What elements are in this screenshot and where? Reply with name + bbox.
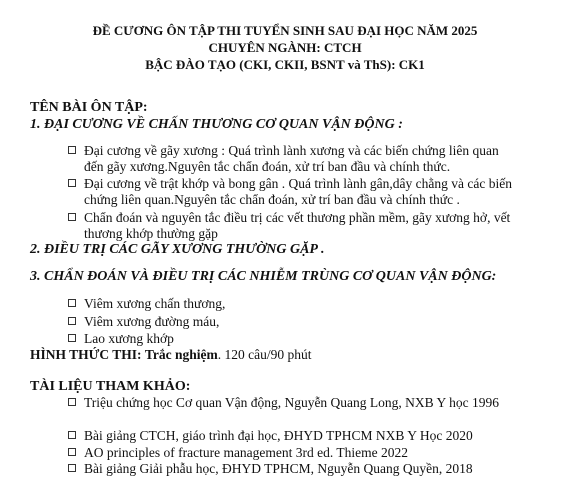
checkbox-icon: [68, 299, 76, 307]
list-item: AO principles of fracture management 3rd ed. Thieme 2022: [68, 445, 524, 461]
list-item: Lao xương khớp: [68, 331, 516, 347]
checkbox-icon: [68, 398, 76, 406]
list-item: Đại cương về gãy xương : Quá trình lành xương và các biến chứng liên quan đến gãy xương.Nguyên tắc chẩn đoán, xử trí ban đầu và chính thức.: [68, 143, 516, 175]
checkbox-icon: [68, 213, 76, 221]
exam-format-type: Trắc nghiệm: [144, 347, 218, 362]
exam-format-line: [30, 347, 312, 363]
checkbox-icon: [68, 431, 76, 439]
list-item: Viêm xương đường máu,: [68, 314, 516, 330]
checkbox-icon: [68, 317, 76, 325]
document-title: ĐỀ CƯƠNG ÔN TẬP THI TUYỂN SINH SAU ĐẠI HỌC NĂM 2025: [92, 23, 478, 38]
section-2-title: 2. ĐIỀU TRỊ CÁC GÃY XƯƠNG THƯỜNG GẶP .: [30, 242, 325, 257]
list-item: Bài giảng CTCH, giáo trình đại học, ĐHYD TPHCM NXB Y Học 2020: [68, 428, 524, 444]
topics-label: TÊN BÀI ÔN TẬP:: [30, 100, 148, 115]
training-level-line: BẬC ĐÀO TẠO (CKI, CKII, BSNT và ThS): CK1: [145, 57, 425, 72]
exam-format-label: HÌNH THỨC THI:: [30, 347, 142, 362]
section-1-title: 1. ĐẠI CƯƠNG VỀ CHẤN THƯƠNG CƠ QUAN VẬN ĐỘNG :: [30, 117, 403, 132]
list-item: Viêm xương chấn thương,: [68, 296, 516, 312]
exam-format-detail: . 120 câu/90 phút: [217, 347, 312, 362]
list-item: Đại cương về trật khớp và bong gân . Quá trình lành gân,dây chằng và các biến chứng liên quan.Nguyên tắc chẩn đoán, xử trí ban đầu và chính thức .: [68, 176, 516, 208]
checkbox-icon: [68, 179, 76, 187]
references-label: TÀI LIỆU THAM KHẢO:: [30, 379, 191, 394]
checkbox-icon: [68, 448, 76, 456]
list-item: Bài giảng Giải phẫu học, ĐHYD TPHCM, Nguyễn Quang Quyền, 2018: [68, 461, 524, 477]
specialty-line: CHUYÊN NGÀNH: CTCH: [208, 40, 362, 55]
list-item: Triệu chứng học Cơ quan Vận động, Nguyễn Quang Long, NXB Y học 1996: [68, 395, 516, 411]
list-item: Chẩn đoán và nguyên tắc điều trị các vết thương phần mềm, gãy xương hở, vết thương khớp thường gặp: [68, 210, 516, 242]
checkbox-icon: [68, 334, 76, 342]
checkbox-icon: [68, 146, 76, 154]
section-3-title: 3. CHẨN ĐOÁN VÀ ĐIỀU TRỊ CÁC NHIỄM TRÙNG CƠ QUAN VẬN ĐỘNG:: [30, 269, 497, 284]
checkbox-icon: [68, 464, 76, 472]
